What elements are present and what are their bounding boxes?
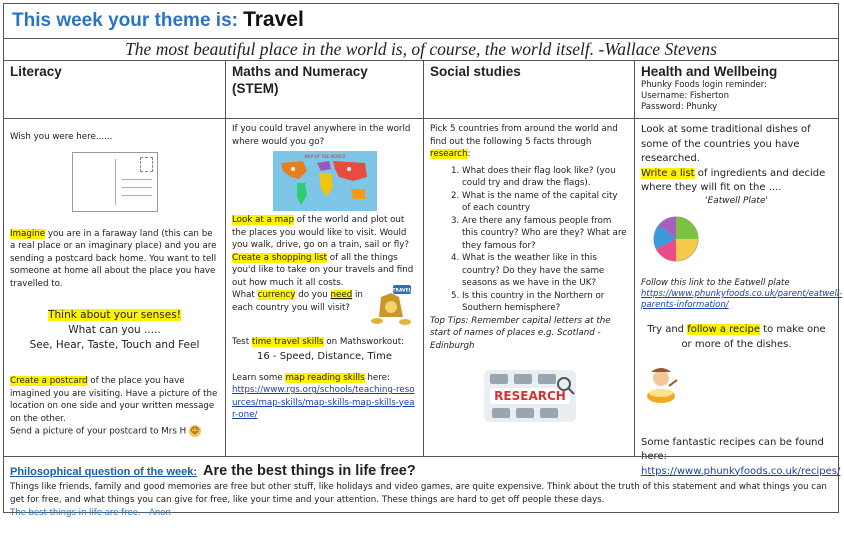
maths-task-currency: What currency do you need in each country you will visit? — [232, 290, 363, 313]
literacy-task-2: Create a postcard of the place you have imagined you are visiting. Have a picture of the location on one side and your written message on the other. — [10, 376, 218, 424]
research-questions — [430, 165, 628, 315]
quote: The most beautiful place in the world is, of course, the world itself. -Wallace Stevens — [4, 39, 838, 61]
social-column — [424, 60, 635, 456]
question-item: 1. What does their flag look like? (you could try and draw the flags). — [462, 165, 628, 190]
health-heading: Health and Wellbeing — [641, 64, 778, 79]
health-task-2: Write a list of ingredients and decide where they will fit on the .... — [641, 167, 826, 193]
svg-text:RESEARCH: RESEARCH — [494, 389, 566, 403]
literacy-task-3: Send a picture of your postcard to Mrs H ☺ — [10, 426, 200, 437]
literacy-body — [4, 119, 225, 456]
maths-question: If you could travel anywhere in the world where would you go? — [232, 124, 411, 147]
money-bag-icon — [369, 283, 413, 327]
title-row — [4, 4, 838, 39]
social-body — [424, 119, 634, 456]
maths-column — [226, 60, 424, 456]
smiley-icon: ☺ — [190, 426, 200, 435]
svg-text:TRAVEL: TRAVEL — [392, 288, 412, 294]
login-password: Password: Phunky — [641, 102, 718, 112]
maths-task-mapskills: Learn some map reading skills here: — [232, 372, 390, 383]
svg-text:MAP OF THE WORLD: MAP OF THE WORLD — [303, 154, 346, 159]
maths-body — [226, 119, 423, 456]
map-skills-link[interactable]: https://www.rgs.org/schools/teaching-resources/map-skills/map-skills-map-skills-year-one/ — [232, 385, 415, 420]
create-postcard-highlight: Create a postcard — [10, 376, 88, 386]
philosophy-body: Things like friends, family and good memories are free but other stuff, like holidays and video games, are quite expensive. Think about the truth of this statement and what things you can get for free, and what things you can give for free, like your time and your attention. These things are hard to get off people these days. — [10, 482, 827, 505]
philosophy-section — [4, 456, 841, 518]
research-image — [480, 366, 580, 426]
title-theme: Travel — [243, 8, 304, 31]
top-tip: Top Tips: Remember capital letters at the start of names of places e.g. Scotland - Edinburgh — [430, 315, 611, 351]
login-line-1: Phunky Foods login reminder: — [641, 80, 767, 90]
question-item: 2. What is the name of the capital city of each country — [462, 190, 628, 215]
eatwell-plate-image — [641, 211, 711, 267]
postcard-image — [72, 152, 158, 212]
literacy-task-1: Imagine you are in a faraway land (this can be a real place or an imaginary place) and you are sending a postcard back home. You want to tell someone at home all about the place you have travelled to. — [10, 228, 217, 289]
literacy-column — [4, 60, 226, 456]
recipes-text: Some fantastic recipes can be found here: — [641, 436, 824, 462]
social-heading: Social studies — [430, 64, 521, 79]
health-column — [635, 60, 843, 477]
maths-task-shopping: Create a shopping list of all the things you'd like to take on your travels and find out how much it all costs. — [232, 252, 414, 288]
maths-task-map: Look at a map of the world and plot out the places you would like to visit. Would you walk, drive, go on a train, sail or fly? — [232, 215, 409, 250]
question-item: 4. What is the weather like in this country? Do they have the same seasons as we have in the UK? — [462, 252, 628, 290]
eatwell-link[interactable]: https://www.phunkyfoods.co.uk/parent/eatwell-parents-information/ — [641, 289, 843, 310]
health-task-recipe: Try and follow a recipe to make one or more of the dishes. — [647, 324, 826, 350]
senses-highlight: Think about your senses! — [48, 309, 181, 321]
title-prefix: This week your theme is: — [12, 10, 238, 31]
social-intro: Pick 5 countries from around the world and find out the following 5 facts through research: — [430, 124, 618, 159]
maths-time-topic: 16 - Speed, Distance, Time — [257, 350, 392, 362]
social-header — [424, 60, 634, 119]
recipes-link[interactable]: https://www.phunkyfoods.co.uk/recipes/ — [641, 465, 841, 477]
philosophy-question: Are the best things in life free? — [203, 463, 416, 479]
maths-heading-stem: (STEM) — [232, 81, 279, 96]
health-body — [635, 119, 843, 477]
maths-heading: Maths and Numeracy — [232, 64, 368, 79]
imagine-highlight: Imagine — [10, 228, 46, 239]
cooking-child-icon — [641, 366, 681, 406]
senses-line3: See, Hear, Taste, Touch and Feel — [29, 339, 200, 351]
login-username: Username: Fisherton — [641, 91, 729, 101]
literacy-intro: Wish you were here...... — [10, 132, 113, 142]
question-item: 5. Is this country in the Northern or Southern hemisphere? — [462, 290, 628, 315]
weekly-theme-document — [3, 3, 843, 518]
senses-line2: What can you ..... — [68, 324, 161, 336]
health-task-1: Look at some traditional dishes of some of the countries you have researched. — [641, 124, 811, 164]
maths-task-time: Test time travel skills on Mathsworkout: — [232, 337, 405, 347]
philosophy-label: Philosophical question of the week: — [10, 466, 198, 478]
senses-block — [10, 308, 219, 353]
eatwell-caption: 'Eatwell Plate' — [705, 195, 768, 206]
world-map-icon — [273, 151, 377, 211]
philosophy-footer: The best things in life are free. - Anon — [10, 508, 171, 518]
literacy-heading: Literacy — [10, 64, 62, 79]
health-header — [635, 60, 838, 119]
maths-header — [226, 60, 423, 119]
question-item: 3. Are there any famous people from this country? Who are they? What are they famous for? — [462, 215, 628, 253]
world-map-image — [273, 151, 377, 211]
eatwell-link-label: Follow this link to the Eatwell plate — [641, 278, 790, 288]
literacy-header — [4, 60, 225, 119]
